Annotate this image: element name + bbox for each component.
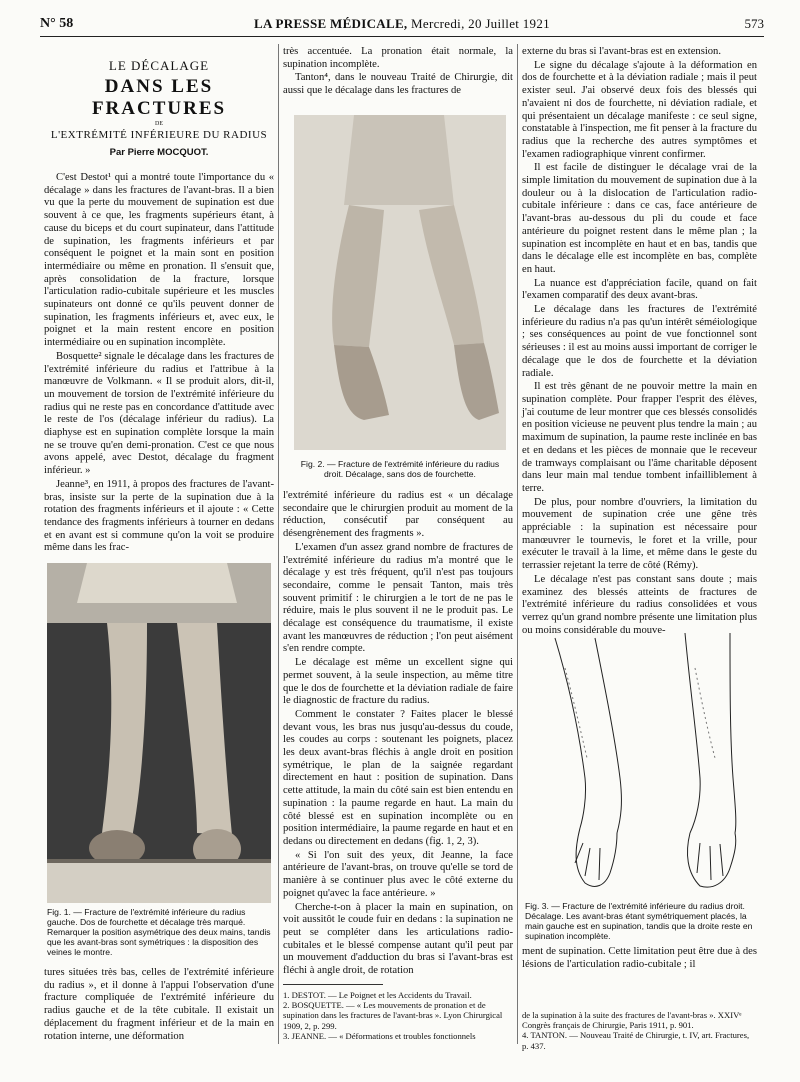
article-kicker: LE DÉCALAGE — [108, 58, 210, 73]
paragraph: De plus, pour nombre d'ouvriers, la limitation du mouvement de supination crée une gêne très appréciable : la supination est nécessaire pour manœuvrer le tournevis, le foret et la vrille, pour exécuter le travail à la lime, et même dans le geste du terrassier rejetant la terre de côté (Rémy). — [522, 496, 757, 572]
column-2-text — [283, 46, 513, 99]
issue-number: N° 58 — [40, 16, 74, 31]
figure-1-photo — [47, 563, 271, 903]
paragraph: « Si l'on suit des yeux, dit Jeanne, la face antérieure de l'avant-bras, on trouve qu'elle se tord de manière à se continuer plus avec le côté externe du poignet qu'avec la face antérieure. » — [283, 849, 513, 899]
footnote: 3. JEANNE. — « Déformations et troubles fonctionnels — [283, 1030, 476, 1041]
paragraph: très accentuée. La pronation était normale, la supination incomplète. — [283, 46, 513, 70]
footnote: 1. DESTOT. — Le Poignet et les Accidents du Travail. — [283, 990, 472, 1000]
page-header — [40, 14, 764, 37]
paragraph: Le décalage dans les fractures de l'extrémité inférieure du radius n'a pas qu'un intérêt séméiologique ; ses conséquences au point de vue fonctionnel sont sérieuses : il est au moins aussi important de corriger le décalage que le dos de fourchette et la déviation radiale. — [522, 304, 757, 379]
article-title: DANS LES FRACTURES — [91, 76, 227, 119]
paragraph: Le décalage est même un excellent signe qui permet souvent, à la seule inspection, au même titre que le dos de fourchette et la déviation radiale de faire le diagnostic de fracture du radius. — [283, 657, 514, 707]
paragraph: Jeanne³, en 1911, à propos des fractures de l'avant-bras, insiste sur la perte de la supination due à la rotation des fragments inférieurs et il ajoute : « Cette tendance des fragments inférieurs à tourner en dedans et en avant est si commune qu'on la voit se produire même dans les frac- — [44, 478, 274, 554]
article-author: Par Pierre MOCQUOT. — [109, 147, 209, 158]
figure-2-photo — [294, 115, 506, 450]
paragraph: La nuance est d'appréciation facile, quand on fait l'examen comparatif des deux avant-bras. — [522, 277, 757, 302]
figure-3-drawing — [525, 628, 757, 898]
paragraph: Cherche-t-on à placer la main en supination, on voit aussitôt le coude fuir en dedans : la supination ne peut se compléter dans les articulations radio-cubitales et le blessé compense autant qu'il peut par un mouvement d'adduction du bras si l'avant-bras est fléchi à angle droit, de rotation — [283, 901, 513, 977]
footnote: 4. TANTON. — Nouveau Traité de Chirurgie, t. IV, art. Fractures, p. 437. — [522, 1030, 750, 1051]
issue-date: Mercredi, 20 Juillet 1921 — [411, 16, 550, 31]
paragraph: Il est très gênant de ne pouvoir mettre la main en supination complète. Pour frapper l'esprit des élèves, j'ai coutume de leur montrer que ces blessés consolidés en position vicieuse ne peuvent plus tendre la main ; au maximum de supination, la paume reste inclinée en bas et en dedans et les pièces de monnaie que le receveur de tramways complaisant ou l'âme charitable déposent dans leur main mal tendue tombent infailliblement à terre. — [522, 381, 757, 494]
column-1-text — [44, 172, 274, 556]
paragraph: L'examen d'un assez grand nombre de fractures de l'extrémité inférieure du radius m'a montré que le décalage y est très fréquent, qu'il n'est pas toujours secondaire, comme le pensait Tanton, mais très souvent primitif : le chirurgien a le tort de ne pas le réduire, mais le plus souvent il ne le produit pas. Le décalage est conséquence du traumatisme, il existe avant les manœuvres de réduction ; l'on peut aisément s'en rendre compte. — [283, 541, 513, 655]
column-divider — [278, 44, 279, 1044]
paragraph: Comment le constater ? Faites placer le blessé devant vous, les bras nus jusqu'au-dessus du coude, les coudes au corps : soutenant les poignets, placez les deux avant-bras fléchis à angle droit en position symétrique, le plan de la saignée regardant directement en haut : position de supination. Dans cette attitude, la main du côté sain est bien entendu en supination : la paume regarde en haut. La main du côté blessé est en supination incomplète ou en position intermédiaire, la paume regarde en haut et en dedans ou directement en dedans (fig. 1, 2, 3). — [283, 708, 513, 847]
paragraph: Il est facile de distinguer le décalage vrai de la simple limitation du mouvement de supination due à la douleur ou à la dislocation de l'articulation radio-cubitale inférieure : dans ce cas, face antérieure de l'avant-bras au-dessous du pli du coude et face antérieure du poignet restent dans le même plan ; la supination est incomplète en haut et en bas, tandis que dans le décalage elle est incomplète en bas, complète en haut. — [522, 162, 757, 275]
article-title-de: DE — [155, 121, 163, 127]
journal-name: LA PRESSE MÉDICALE, — [254, 16, 408, 31]
figure-1-illustration — [47, 563, 271, 903]
figure-3-illustration — [525, 628, 757, 898]
article-title-block — [44, 58, 274, 158]
paragraph: Tanton⁴, dans le nouveau Traité de Chirurgie, dit aussi que le décalage dans les fractures de — [283, 72, 513, 97]
paragraph: ment de supination. Cette limitation peut être due à des lésions de l'articulation radio-cubitale ; il — [522, 946, 757, 970]
figure-2-caption: Fig. 2. — Fracture de l'extrémité inférieure du radius droit. Décalage, sans dos de fourchette. — [300, 459, 500, 479]
figure-2-illustration — [294, 115, 506, 450]
paragraph: tures situées très bas, celles de l'extrémité inférieure du radius », et il donne à l'appui l'observation d'une fracture compliquée de l'extrémité inférieure du radius gauche et de la tête cubitale. Il existait un déplacement du fragment inférieur et de la main en rotation interne, une déformation — [44, 967, 274, 1042]
column-3-continuation — [522, 946, 757, 972]
paragraph: Bosquette² signale le décalage dans les fractures de l'extrémité inférieure du radius et l'attribue à la manœuvre de Volkmann. « Il se produit alors, dit-il, un mouvement de torsion de l'extrémité inférieure du radius qui ne reste pas en concordance d'attitude avec le reste de l'os (décalage inférieur du radius). La diaphyse est en supination complète lorsque la main ne se trouve qu'en demi-pronation. C'est ce que nous avons appelé, avec Destot, décalage du fragment inférieur. » — [44, 350, 274, 477]
column-3-text — [522, 46, 757, 638]
figure-1-caption: Fig. 1. — Fracture de l'extrémité inférieure du radius gauche. Dos de fourchette et décalage très marqué. Remarquer la position asymétrique des deux mains, tandis que les avant-bras sont symétriques : la disposition des veines le montre. — [47, 907, 271, 957]
article-subtitle: L'EXTRÉMITÉ INFÉRIEURE DU RADIUS — [50, 129, 268, 141]
page-number: 573 — [744, 16, 764, 31]
footnote: de la supination à la suite des fractures de l'avant-bras ». XXIVᵉ Congrès français de Chirurgie, Paris 1911, p. 901. — [522, 1010, 742, 1031]
paragraph: Le signe du décalage s'ajoute à la déformation en dos de fourchette et à la déviation radiale ; mais il peut exister seul. J'ai observé deux fois des blessés qui n'avaient ni dos de fourchette, ni déviation radiale, et qui présentaient un décalage manifeste : ce seul signe, constatable à l'inspection, me fit penser à la fracture du radius que la recherche des autres symptômes et l'examen radiographique vinrent confirmer. — [522, 59, 757, 160]
paragraph: Le décalage n'est pas constant sans doute ; mais examinez des blessés atteints de fractures de l'extrémité inférieure du radius consolidées et vous verrez qu'un grand nombre présente une limitation plus ou moins considérable du mouve- — [522, 573, 757, 636]
paragraph: externe du bras si l'avant-bras est en extension. — [522, 46, 722, 57]
paragraph: C'est Destot¹ qui a montré toute l'importance du « décalage » dans les fractures de l'avant-bras. Il a bien vu que la perte du mouvement de supination est due souvent à ce que, les fragments supérieurs étant, à cause du biceps et du court supinateur, dans l'attitude de supination, les fragments inférieurs et par conséquent le poignet et la main sont en position intermédiaire ou même en pronation. Il s'ensuit que, après consolidation de la fracture, lorsque l'articulation radio-cubitale supérieure et les muscles supinateurs ont donné ce qu'ils peuvent donner de supination, les fragments inférieurs et, avec eux, le poignet et la main restent encore en position intermédiaire ou en supination incomplète. — [44, 172, 274, 349]
column-divider — [517, 44, 518, 1044]
footnote-rule — [283, 984, 383, 985]
figure-3-caption: Fig. 3. — Fracture de l'extrémité inférieure du radius droit. Décalage. Les avant-bras étant symétriquement placés, la main gauche est en supination, tandis que la droite reste en supination incomplète. — [525, 901, 753, 941]
footnotes-right — [522, 1010, 757, 1051]
footnotes-left — [283, 990, 513, 1041]
column-1-continuation — [44, 967, 274, 1044]
footnote: 2. BOSQUETTE. — « Les mouvements de pronation et de supination dans les fractures de l'avant-bras ». Lyon Chirurgical 1909, 2, p. 299. — [283, 1000, 503, 1031]
paragraph: l'extrémité inférieure du radius est « un décalage secondaire que le chirurgien produit au moment de la réduction, consécutif par conséquent au désengrènement des fragments ». — [283, 490, 513, 540]
column-2-continuation — [283, 490, 513, 979]
journal-line — [40, 16, 764, 32]
